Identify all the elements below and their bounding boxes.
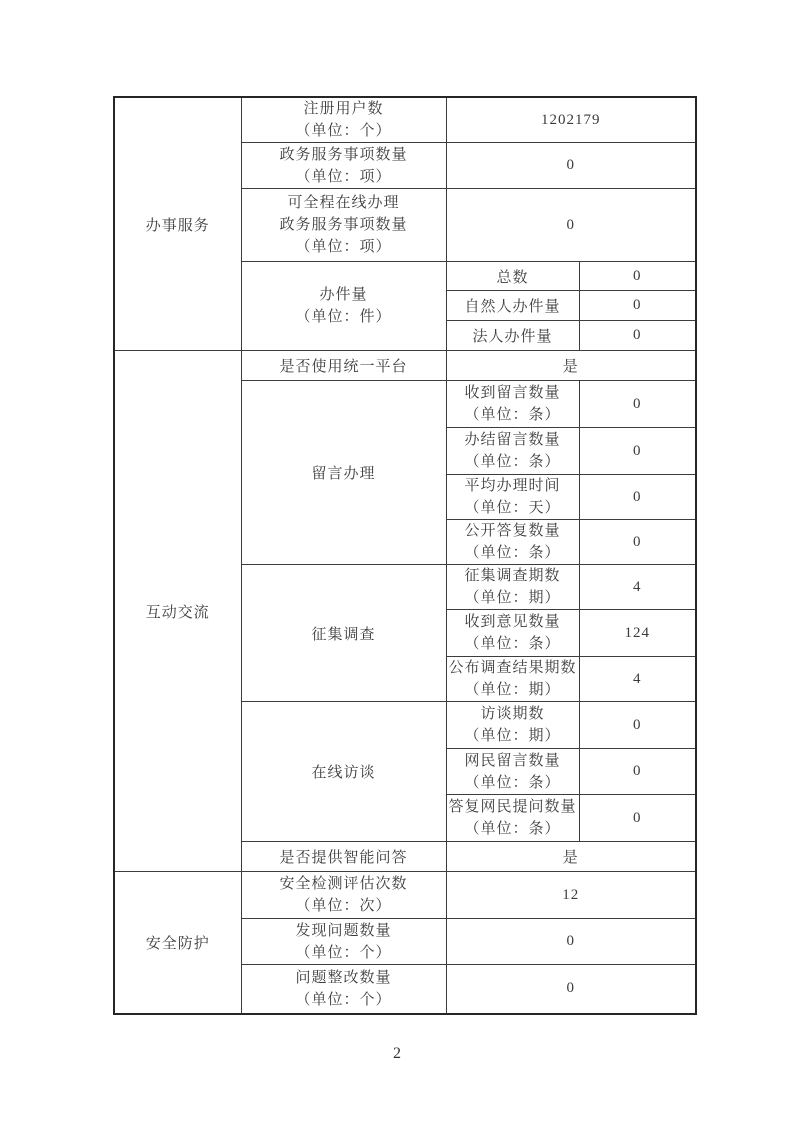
submetric-value: 0 <box>633 809 642 826</box>
metric-value-cell <box>446 143 696 189</box>
submetric-value-cell <box>579 610 696 657</box>
metric-value: 0 <box>566 933 575 949</box>
submetric-label: 网民留言数量 <box>464 752 561 769</box>
submetric-value: 0 <box>633 763 642 779</box>
category-cell-service <box>114 97 241 351</box>
metric-unit: （单位：个） <box>295 944 392 961</box>
submetric-label-cell <box>446 610 579 657</box>
metric-label: 政务服务事项数量 <box>279 146 408 163</box>
submetric-label-cell <box>446 702 579 749</box>
submetric-unit: （单位：天） <box>464 500 561 516</box>
metric-value-cell <box>446 872 696 919</box>
submetric-unit: （单位：条） <box>464 454 561 470</box>
category-cell-security <box>114 872 241 1014</box>
submetric-label-cell <box>446 795 579 842</box>
submetric-unit: （单位：条） <box>464 821 561 837</box>
metric-label: 问题整改数量 <box>295 969 392 986</box>
metric-value-cell <box>446 965 696 1014</box>
metric-label: 安全检测评估次数 <box>279 876 408 892</box>
metric-value-cell <box>446 97 696 143</box>
metric-label-cell <box>241 842 446 872</box>
submetric-value: 0 <box>633 716 642 733</box>
metric-group-label: 留言办理 <box>311 466 376 482</box>
submetric-value-cell <box>579 795 696 842</box>
submetric-label-cell <box>446 428 579 475</box>
submetric-value-cell <box>579 657 696 702</box>
table-row <box>114 351 696 381</box>
category-cell-interaction <box>114 351 241 872</box>
submetric-label: 收到留言数量 <box>464 385 561 401</box>
submetric-value: 0 <box>633 327 642 343</box>
metric-group-label: 办件量 <box>319 287 368 303</box>
metric-value-cell <box>446 842 696 872</box>
metric-group-cell <box>241 381 446 565</box>
submetric-label-cell <box>446 262 579 291</box>
submetric-unit: （单位：期） <box>464 590 561 606</box>
submetric-label-cell <box>446 657 579 702</box>
metric-value: 0 <box>566 157 575 173</box>
metric-label: 是否使用统一平台 <box>279 359 408 375</box>
metric-value-cell <box>446 919 696 965</box>
submetric-value: 0 <box>633 442 642 459</box>
metric-label-line1: 可全程在线办理 <box>287 195 400 211</box>
submetric-value-cell <box>579 565 696 610</box>
metric-unit: （单位：项） <box>295 168 392 185</box>
metric-label: 注册用户数 <box>303 101 384 117</box>
metric-unit: （单位：个） <box>295 991 392 1008</box>
submetric-value: 4 <box>633 578 642 595</box>
submetric-value-cell <box>579 381 696 428</box>
metric-group-cell <box>241 702 446 842</box>
table-row <box>114 872 696 919</box>
metric-label-cell <box>241 872 446 919</box>
submetric-label: 公布调查结果期数 <box>448 660 577 676</box>
submetric-unit: （单位：期） <box>464 682 561 698</box>
metric-label: 是否提供智能问答 <box>279 850 408 866</box>
metric-group-label: 在线访谈 <box>311 765 376 781</box>
submetric-label: 总数 <box>496 269 529 286</box>
metric-value: 0 <box>566 216 575 233</box>
submetric-label-cell <box>446 520 579 565</box>
metric-label-cell <box>241 919 446 965</box>
submetric-label-cell <box>446 291 579 321</box>
metric-group-unit: （单位：件） <box>295 309 392 325</box>
submetric-label: 答复网民提问数量 <box>448 799 577 815</box>
submetric-value-cell <box>579 262 696 291</box>
submetric-label: 法人办件量 <box>472 329 553 345</box>
submetric-label: 办结留言数量 <box>464 432 561 448</box>
submetric-value-cell <box>579 321 696 351</box>
submetric-value: 124 <box>624 624 650 641</box>
metric-value: 是 <box>562 850 579 866</box>
metric-value: 0 <box>566 980 575 997</box>
metric-group-label: 征集调查 <box>311 626 376 643</box>
metric-label: 发现问题数量 <box>295 922 392 939</box>
category-label: 安全防护 <box>145 935 210 952</box>
metric-value-cell <box>446 189 696 262</box>
submetric-label-cell <box>446 749 579 795</box>
page-number: 2 <box>393 1045 401 1062</box>
submetric-label-cell <box>446 321 579 351</box>
submetric-value-cell <box>579 291 696 321</box>
submetric-value: 4 <box>633 670 642 687</box>
submetric-value: 0 <box>633 533 642 550</box>
submetric-value: 0 <box>633 267 642 284</box>
submetric-label-cell <box>446 475 579 520</box>
submetric-label: 平均办理时间 <box>464 478 561 494</box>
submetric-label: 公开答复数量 <box>464 523 561 539</box>
submetric-value-cell <box>579 428 696 475</box>
submetric-unit: （单位：期） <box>464 728 561 744</box>
submetric-label-cell <box>446 565 579 610</box>
submetric-label-cell <box>446 381 579 428</box>
metric-label-line2: 政务服务事项数量 <box>279 217 408 233</box>
metric-group-cell <box>241 262 446 351</box>
submetric-unit: （单位：条） <box>464 545 561 561</box>
category-label: 互动交流 <box>145 604 210 621</box>
category-label: 办事服务 <box>145 217 210 234</box>
submetric-value-cell <box>579 749 696 795</box>
submetric-label: 收到意见数量 <box>464 614 561 630</box>
metric-value-cell <box>446 351 696 381</box>
metric-group-cell <box>241 565 446 702</box>
metric-label-cell <box>241 351 446 381</box>
submetric-value-cell <box>579 520 696 565</box>
metric-value: 12 <box>562 886 580 903</box>
metric-label-cell <box>241 143 446 189</box>
metric-unit: （单位：项） <box>295 239 392 255</box>
metric-unit: （单位：个） <box>295 123 392 139</box>
metric-label-cell <box>241 189 446 262</box>
submetric-label: 自然人办件量 <box>464 299 561 315</box>
metric-value: 是 <box>562 359 579 375</box>
submetric-value: 0 <box>633 488 642 505</box>
table-row <box>114 97 696 143</box>
submetric-unit: （单位：条） <box>464 407 561 423</box>
submetric-unit: （单位：条） <box>464 774 561 791</box>
metric-unit: （单位：次） <box>295 898 392 914</box>
submetric-value-cell <box>579 702 696 749</box>
submetric-value: 0 <box>633 395 642 412</box>
metric-label-cell <box>241 97 446 143</box>
metric-value: 1202179 <box>541 111 601 128</box>
submetric-value-cell <box>579 475 696 520</box>
submetric-label: 访谈期数 <box>480 706 545 722</box>
metric-label-cell <box>241 965 446 1014</box>
report-table <box>113 96 697 1015</box>
submetric-label: 征集调查期数 <box>464 568 561 584</box>
submetric-value: 0 <box>633 297 642 313</box>
submetric-unit: （单位：条） <box>464 636 561 652</box>
